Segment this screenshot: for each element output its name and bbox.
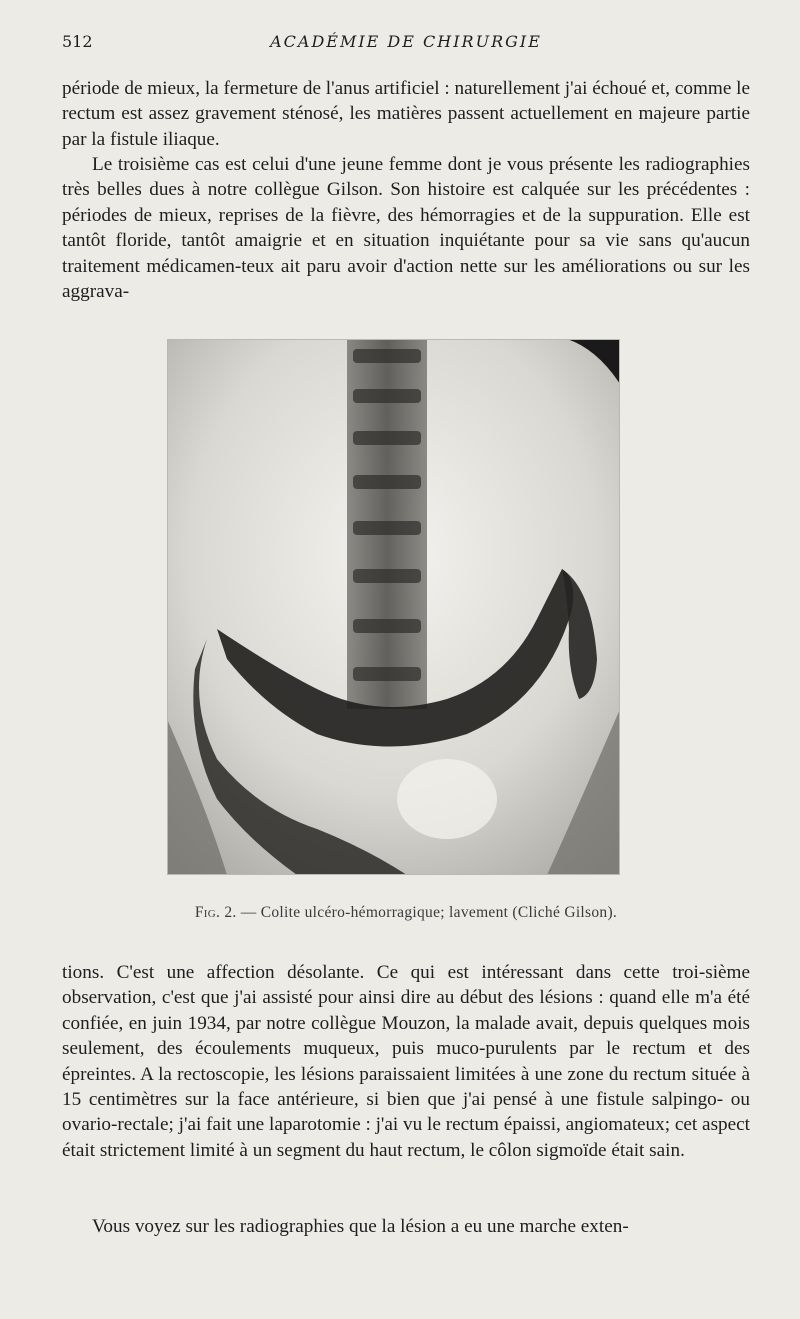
paragraph-4: Vous voyez sur les radiographies que la lésion a eu une marche exten- (92, 1216, 629, 1237)
figure-caption (62, 904, 750, 922)
paragraph-3: tions. C'est une affection désolante. Ce qui est intéressant dans cette troi-sième observation, c'est que j'ai assisté pour ainsi dire au début des lésions : quand elle m'a été confiée, en juin 1934, par notre collègue Mouzon, la malade avait, depuis quelques mois seulement, des écoulements muqueux, puis muco-purulents par le rectum et des épreintes. A la rectoscopie, les lésions paraissaient limitées à une zone du rectum située à 15 centimètres sur la face antérieure, si bien que j'ai pensé à une fistule salpingo- ou ovario-rectale; j'ai fait une laparotomie : j'ai vu le rectum épaissi, angiomateux; cet aspect était strictement limité à un segment du haut rectum, le côlon sigmoïde était sain. (62, 962, 750, 1161)
page-header (62, 32, 750, 56)
running-title: ACADÉMIE DE CHIRURGIE (270, 32, 542, 51)
page-number: 512 (62, 32, 93, 51)
figure-label: Fig. 2. (194, 904, 237, 921)
paragraph-2: Le troisième cas est celui d'une jeune femme dont je vous présente les radiographies très belles dues à notre collègue Gilson. Son histoire est calquée sur les précédentes : périodes de mieux, reprises de la fièvre, des hémorragies et de la suppuration. Elle est tantôt floride, tantôt amaigrie et en situation inquiétante pour sa vie sans qu'aucun traitement médicamen-teux ait paru avoir d'action nette sur les améliorations ou sur les aggrava- (62, 154, 750, 303)
bladder-shadow (397, 759, 497, 839)
figure-caption-text: — Colite ulcéro-hémorragique; lavement (Cliché Gilson). (236, 904, 618, 921)
radiograph-figure (167, 339, 620, 875)
spine (347, 339, 427, 709)
paragraph-1: période de mieux, la fermeture de l'anus artificiel : naturellement j'ai échoué et, comme le rectum est assez gravement sténosé, les matières passent actuellement en majeure partie par la fistule iliaque. (62, 78, 750, 150)
